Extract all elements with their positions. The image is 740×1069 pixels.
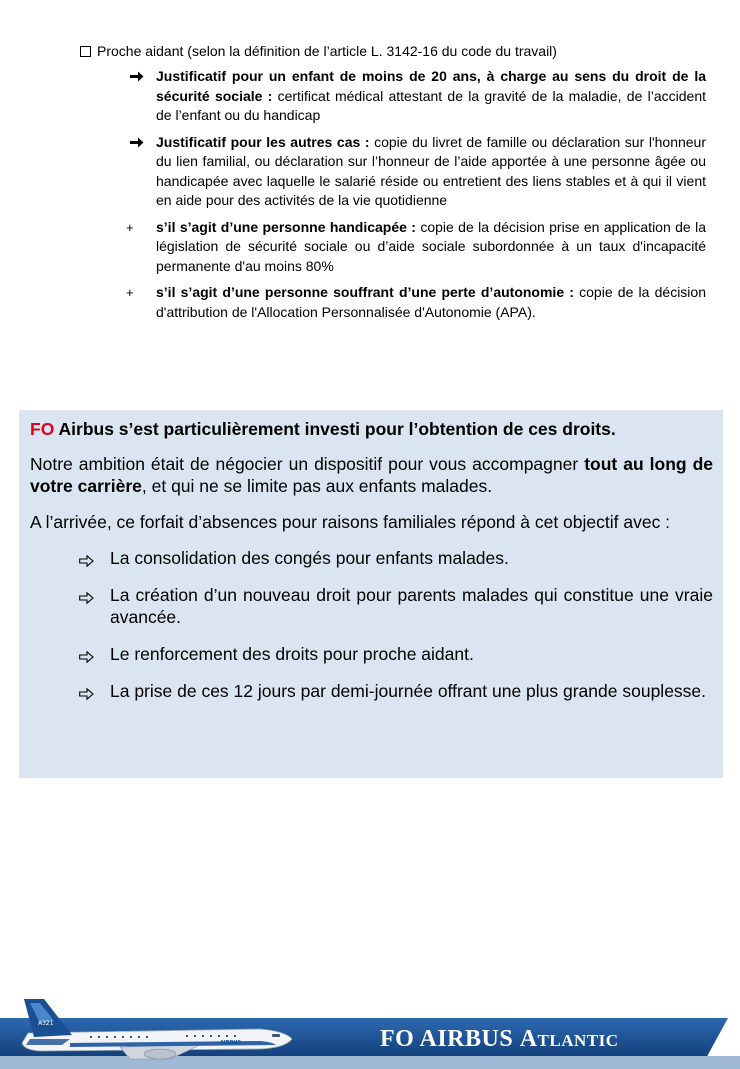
bullet-text: La création d’un nouveau droit pour parents malades qui constitue une vraie avancée. [110,585,713,627]
arrival-paragraph: A l’arrivée, ce forfait d’absences pour raisons familiales répond à cet objectif avec : [30,512,671,532]
tail-label: A321 [38,1020,54,1027]
bullet-text: La prise de ces 12 jours par demi-journée offrant une plus grande souplesse. [110,681,707,701]
ambition-paragraph [30,453,713,497]
item-text: copie du livret de famille ou déclaration sur l'honneur du lien familial, ou déclaration sur l’honneur de l’aide apportée à une personne âgée ou handicapée avec laquelle le salarié réside ou entretient des liens stables et à qui il vient en aide pour des activités de la vie quotidienne [156,133,706,208]
brand-small-caps: Atlantic [519,1026,619,1052]
fuselage-logo: AIRBUS [220,1040,242,1046]
fo-label: FO [30,419,55,439]
list-item [30,584,713,628]
box-title-text: Airbus s’est particulièrement investi pour l’obtention de ces droits. [54,419,616,439]
footer-brand [380,1026,710,1052]
footer-banner [0,988,740,1069]
outline-arrow-icon [79,646,94,668]
highlight-box [19,410,723,778]
list-heading [80,42,706,60]
list-item [80,133,706,211]
para-text: , et qui ne se limite pas aux enfants malades. [141,476,493,496]
item-bold: s’il s’agit d’une personne souffrant d’une perte d’autonomie : [156,284,574,300]
item-text: certificat médical attestant de la gravité de la maladie, de l’accident de l’enfant ou du handicap [156,87,706,123]
list-item [80,67,706,126]
airplane-icon [10,993,300,1063]
heading-text: Proche aidant (selon la définition de l’article L. 3142-16 du code du travail) [97,43,557,59]
item-bold: Justificatif pour un enfant de moins de 20 ans, à charge au sens du droit de la sécurité sociale : [156,68,706,104]
arrow-right-icon [130,67,148,82]
plus-marker: + [126,219,134,235]
box-title [30,418,713,440]
para-bold: tout au long de votre carrière [30,454,713,496]
brand-main: FO AIRBUS [380,1026,520,1052]
outline-arrow-icon [79,683,94,705]
list-item [80,218,706,277]
item-text: copie de la décision prise en application de la législation de sécurité sociale ou d’aide sociale subordonnée à un taux d'incapacité permanente d'au moins 80% [156,218,706,274]
item-bold: Justificatif pour les autres cas : [156,133,370,150]
item-text: copie de la décision d'attribution de l'Allocation Personnalisée d'Autonomie (APA). [156,284,706,320]
checkbox-icon [80,46,91,57]
requirements-list [80,42,706,322]
list-item [30,643,713,665]
outline-arrow-icon [79,550,94,572]
list-item [30,547,713,569]
outline-arrow-icon [79,587,94,609]
arrow-right-icon [130,133,148,148]
bullet-text: Le renforcement des droits pour proche aidant. [110,644,474,664]
para-text: Notre ambition était de négocier un dispositif pour vous accompagner [30,454,585,474]
bullet-text: La consolidation des congés pour enfants malades. [110,548,509,568]
plus-marker: + [126,285,134,300]
item-bold: s’il s’agit d’une personne handicapée : [156,218,416,235]
list-item [30,680,713,702]
list-item [80,283,706,322]
